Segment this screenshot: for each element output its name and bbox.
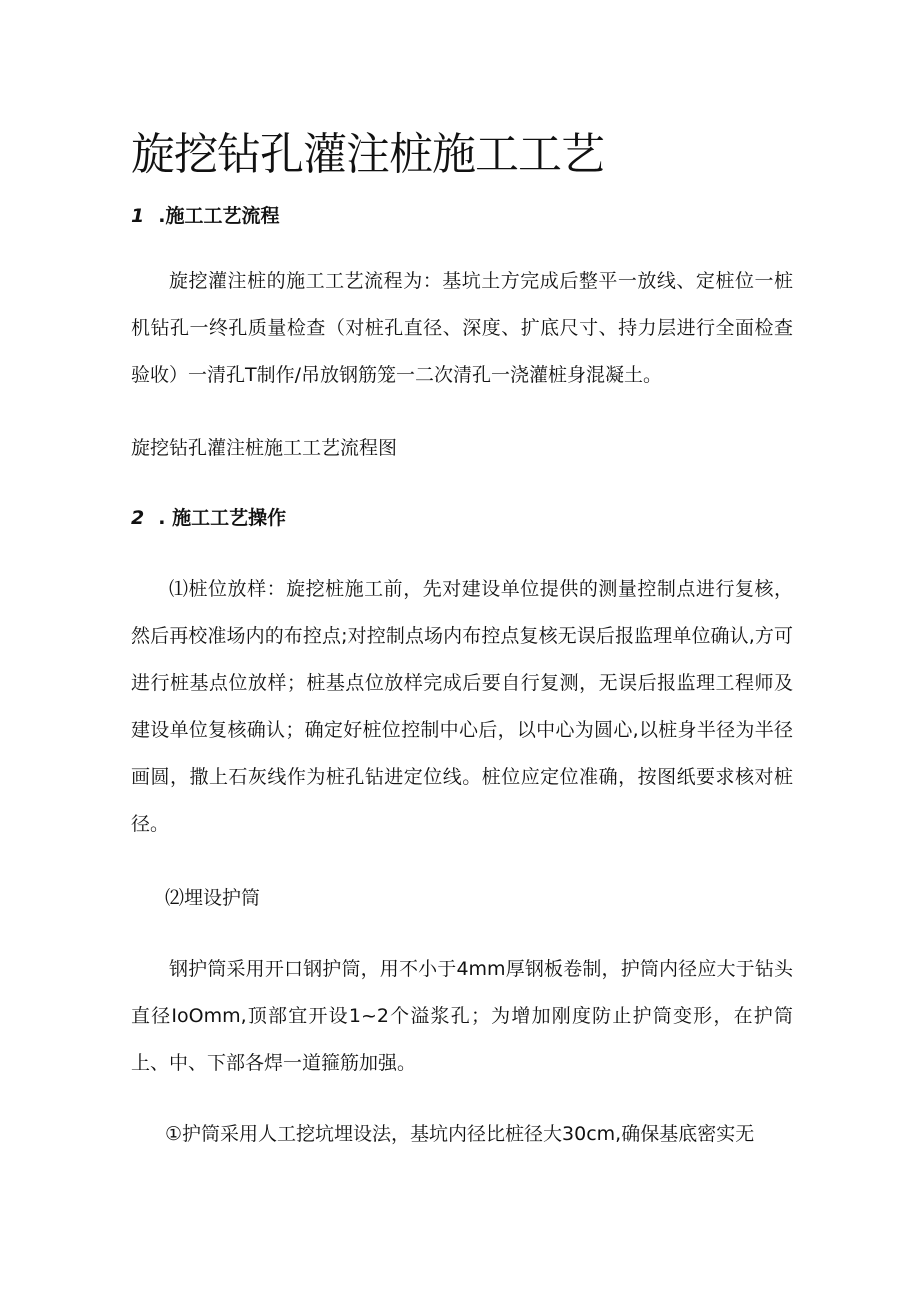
section-2-heading-text: . 施工工艺操作 — [158, 507, 287, 529]
section-2-heading — [131, 504, 286, 532]
section-1-heading — [131, 202, 279, 230]
section-2-item-2-heading: ⑵埋设护筒 — [165, 887, 261, 909]
section-2-number: 2 — [131, 507, 145, 529]
figure-caption: 旋挖钻孔灌注桩施工工艺流程图 — [131, 437, 398, 459]
section-2-item-2-sub-1: ①护筒采用人工挖坑埋设法，基坑内径比桩径大30cm,确保基底密实无 — [165, 1123, 755, 1145]
section-1-paragraph: 旋挖灌注桩的施工工艺流程为：基坑土方完成后整平一放线、定桩位一桩机钻孔一终孔质量检查（对桩孔直径、深度、扩底尺寸、持力层进行全面检查验收）一清孔T制作/吊放钢筋笼一二次清孔一浇灌桩身混凝土。 — [131, 270, 793, 386]
section-1-number: 1 — [131, 205, 145, 227]
section-2-item-2-paragraph: 钢护筒采用开口钢护筒，用不小于4mm厚钢板卷制，护筒内径应大于钻头直径IoOmm,顶部宜开设1~2个溢浆孔；为增加刚度防止护筒变形，在护筒上、中、下部各焊一道箍筋加强。 — [131, 958, 793, 1074]
section-1-heading-text: .施工工艺流程 — [158, 205, 280, 227]
document-title: 旋挖钻孔灌注桩施工工艺 — [131, 129, 604, 180]
section-2-item-1: ⑴桩位放样：旋挖桩施工前，先对建设单位提供的测量控制点进行复核，然后再校准场内的布控点;对控制点场内布控点复核无误后报监理单位确认,方可进行桩基点位放样；桩基点位放样完成后要自行复测，无误后报监理工程师及建设单位复核确认；确定好桩位控制中心后，以中心为圆心,以桩身半径为半径画圆，撒上石灰线作为桩孔钻进定位线。桩位应定位准确，按图纸要求核对桩径。 — [131, 578, 793, 835]
